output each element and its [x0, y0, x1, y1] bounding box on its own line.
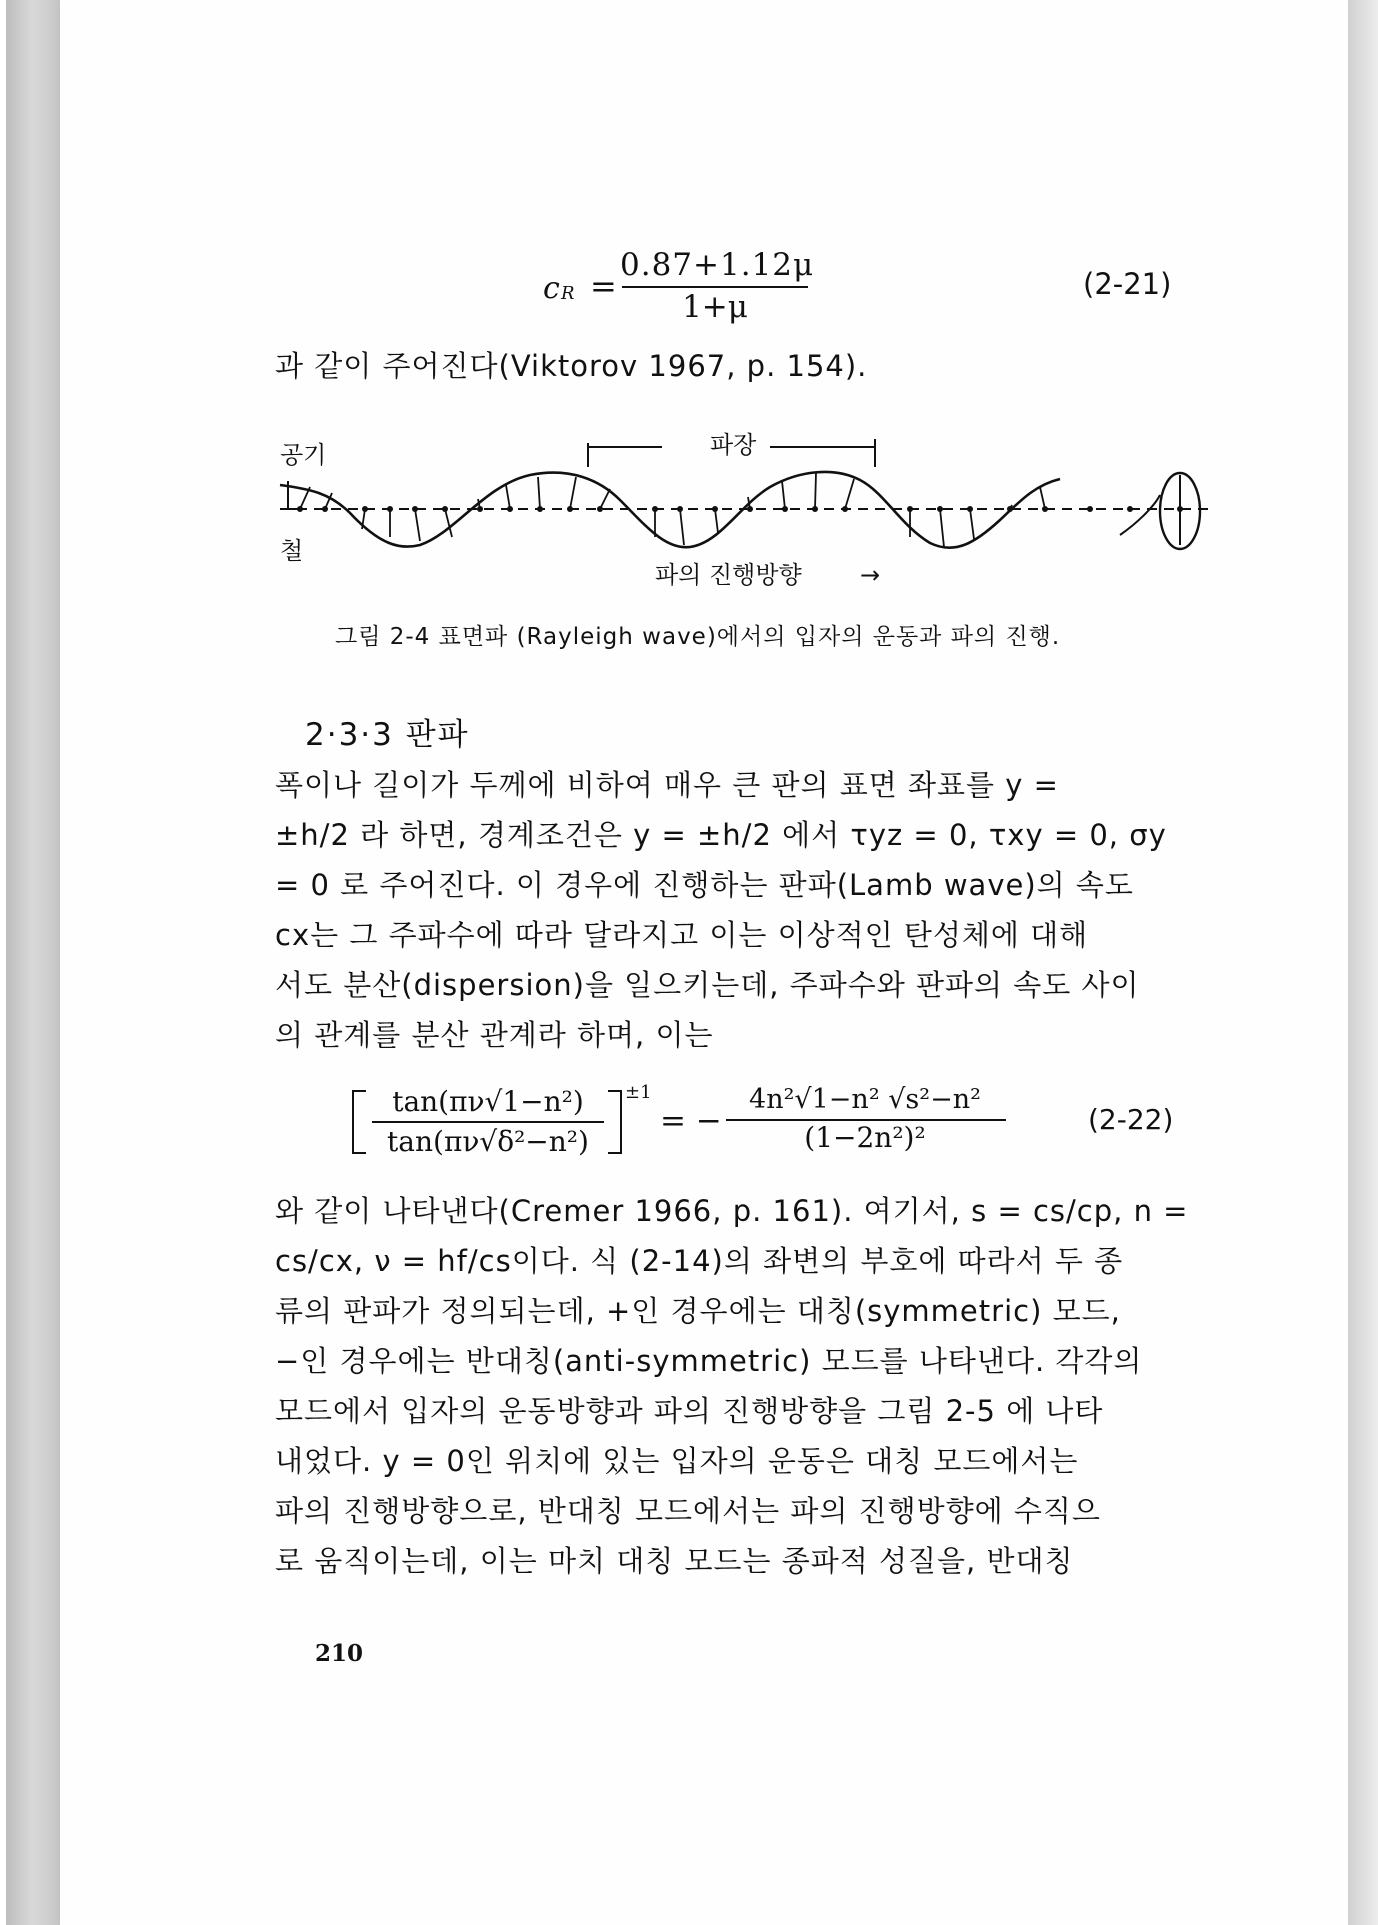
paragraph-2-line: cs/cx, ν = hf/cs이다. 식 (2-14)의 좌변의 부호에 따라서 두 종	[275, 1244, 1124, 1278]
eq21-lhs: c	[543, 271, 560, 306]
figure-caption: 그림 2-4 표면파 (Rayleigh wave)에서의 입자의 운동과 파의 진행.	[335, 624, 1061, 650]
eq21-numerator: 0.87+1.12μ	[620, 247, 815, 283]
paragraph-1	[275, 760, 1205, 1060]
eq22-left-bracket	[352, 1090, 366, 1154]
eq22-rhs-numerator: 4n²√1−n² √s²−n²	[749, 1084, 981, 1115]
eq22-exponent: ±1	[625, 1082, 652, 1103]
paragraph-2-line: −인 경우에는 반대칭(anti-symmetric) 모드를 나타낸다. 각각의	[275, 1344, 1143, 1378]
paragraph-2-line: 와 같이 나타낸다(Cremer 1966, p. 161). 여기서, s = cs/cp, n =	[275, 1194, 1189, 1228]
eq22-right-bracket	[608, 1090, 622, 1154]
paragraph-2-line: 모드에서 입자의 운동방향과 파의 진행방향을 그림 2-5 에 나타	[275, 1394, 1104, 1428]
paragraph-1-line: = 0 로 주어진다. 이 경우에 진행하는 판파(Lamb wave)의 속도	[275, 868, 1134, 902]
eq21-equals: =	[590, 267, 617, 305]
eq21-fraction-bar	[622, 286, 808, 288]
paragraph-1-line: 의 관계를 분산 관계라 하며, 이는	[275, 1018, 714, 1052]
text-line-after-eq21: 과 같이 주어진다(Viktorov 1967, p. 154).	[275, 349, 868, 383]
eq22-equals: = −	[660, 1103, 722, 1139]
page-edge	[1348, 0, 1378, 1925]
eq21-denominator: 1+μ	[682, 289, 748, 325]
eq22-number: (2-22)	[1088, 1103, 1174, 1136]
eq22-lhs-bar	[372, 1121, 604, 1123]
paragraph-1-line: ±h/2 라 하면, 경계조건은 y = ±h/2 에서 τyz = 0, τxy = 0, σy	[275, 818, 1167, 852]
label-steel: 철	[280, 537, 304, 565]
paragraph-2-line: 로 움직이는데, 이는 마치 대칭 모드는 종파적 성질을, 반대칭	[275, 1544, 1074, 1578]
direction-arrow-icon: →	[860, 561, 881, 589]
book-spine	[6, 0, 64, 1925]
paragraph-2-line: 내었다. y = 0인 위치에 있는 입자의 운동은 대칭 모드에서는	[275, 1444, 1079, 1478]
page-number: 210	[315, 1640, 364, 1667]
section-heading: 2·3·3 판파	[305, 717, 470, 753]
eq22-lhs-numerator: tan(πν√1−n²)	[392, 1085, 584, 1118]
label-direction: 파의 진행방향	[655, 561, 802, 589]
rayleigh-wave-figure	[270, 425, 1220, 600]
eq21-lhs-sub: R	[561, 283, 575, 304]
paragraph-1-line: cx는 그 주파수에 따라 달라지고 이는 이상적인 탄성체에 대해	[275, 918, 1089, 952]
label-air: 공기	[280, 441, 327, 469]
eq22-rhs-denominator: (1−2n²)²	[804, 1121, 926, 1154]
eq21-number: (2-21)	[1083, 267, 1172, 301]
paragraph-2-line: 류의 판파가 정의되는데, +인 경우에는 대칭(symmetric) 모드,	[275, 1294, 1121, 1328]
paragraph-1-line: 폭이나 길이가 두께에 비하여 매우 큰 판의 표면 좌표를 y =	[275, 768, 1059, 802]
eq22-lhs-denominator: tan(πν√δ²−n²)	[387, 1125, 589, 1158]
paragraph-2	[275, 1186, 1205, 1586]
paragraph-1-line: 서도 분산(dispersion)을 일으키는데, 주파수와 판파의 속도 사이	[275, 968, 1140, 1002]
label-wavelength: 파장	[710, 431, 757, 459]
paragraph-2-line: 파의 진행방향으로, 반대칭 모드에서는 파의 진행방향에 수직으	[275, 1494, 1101, 1528]
